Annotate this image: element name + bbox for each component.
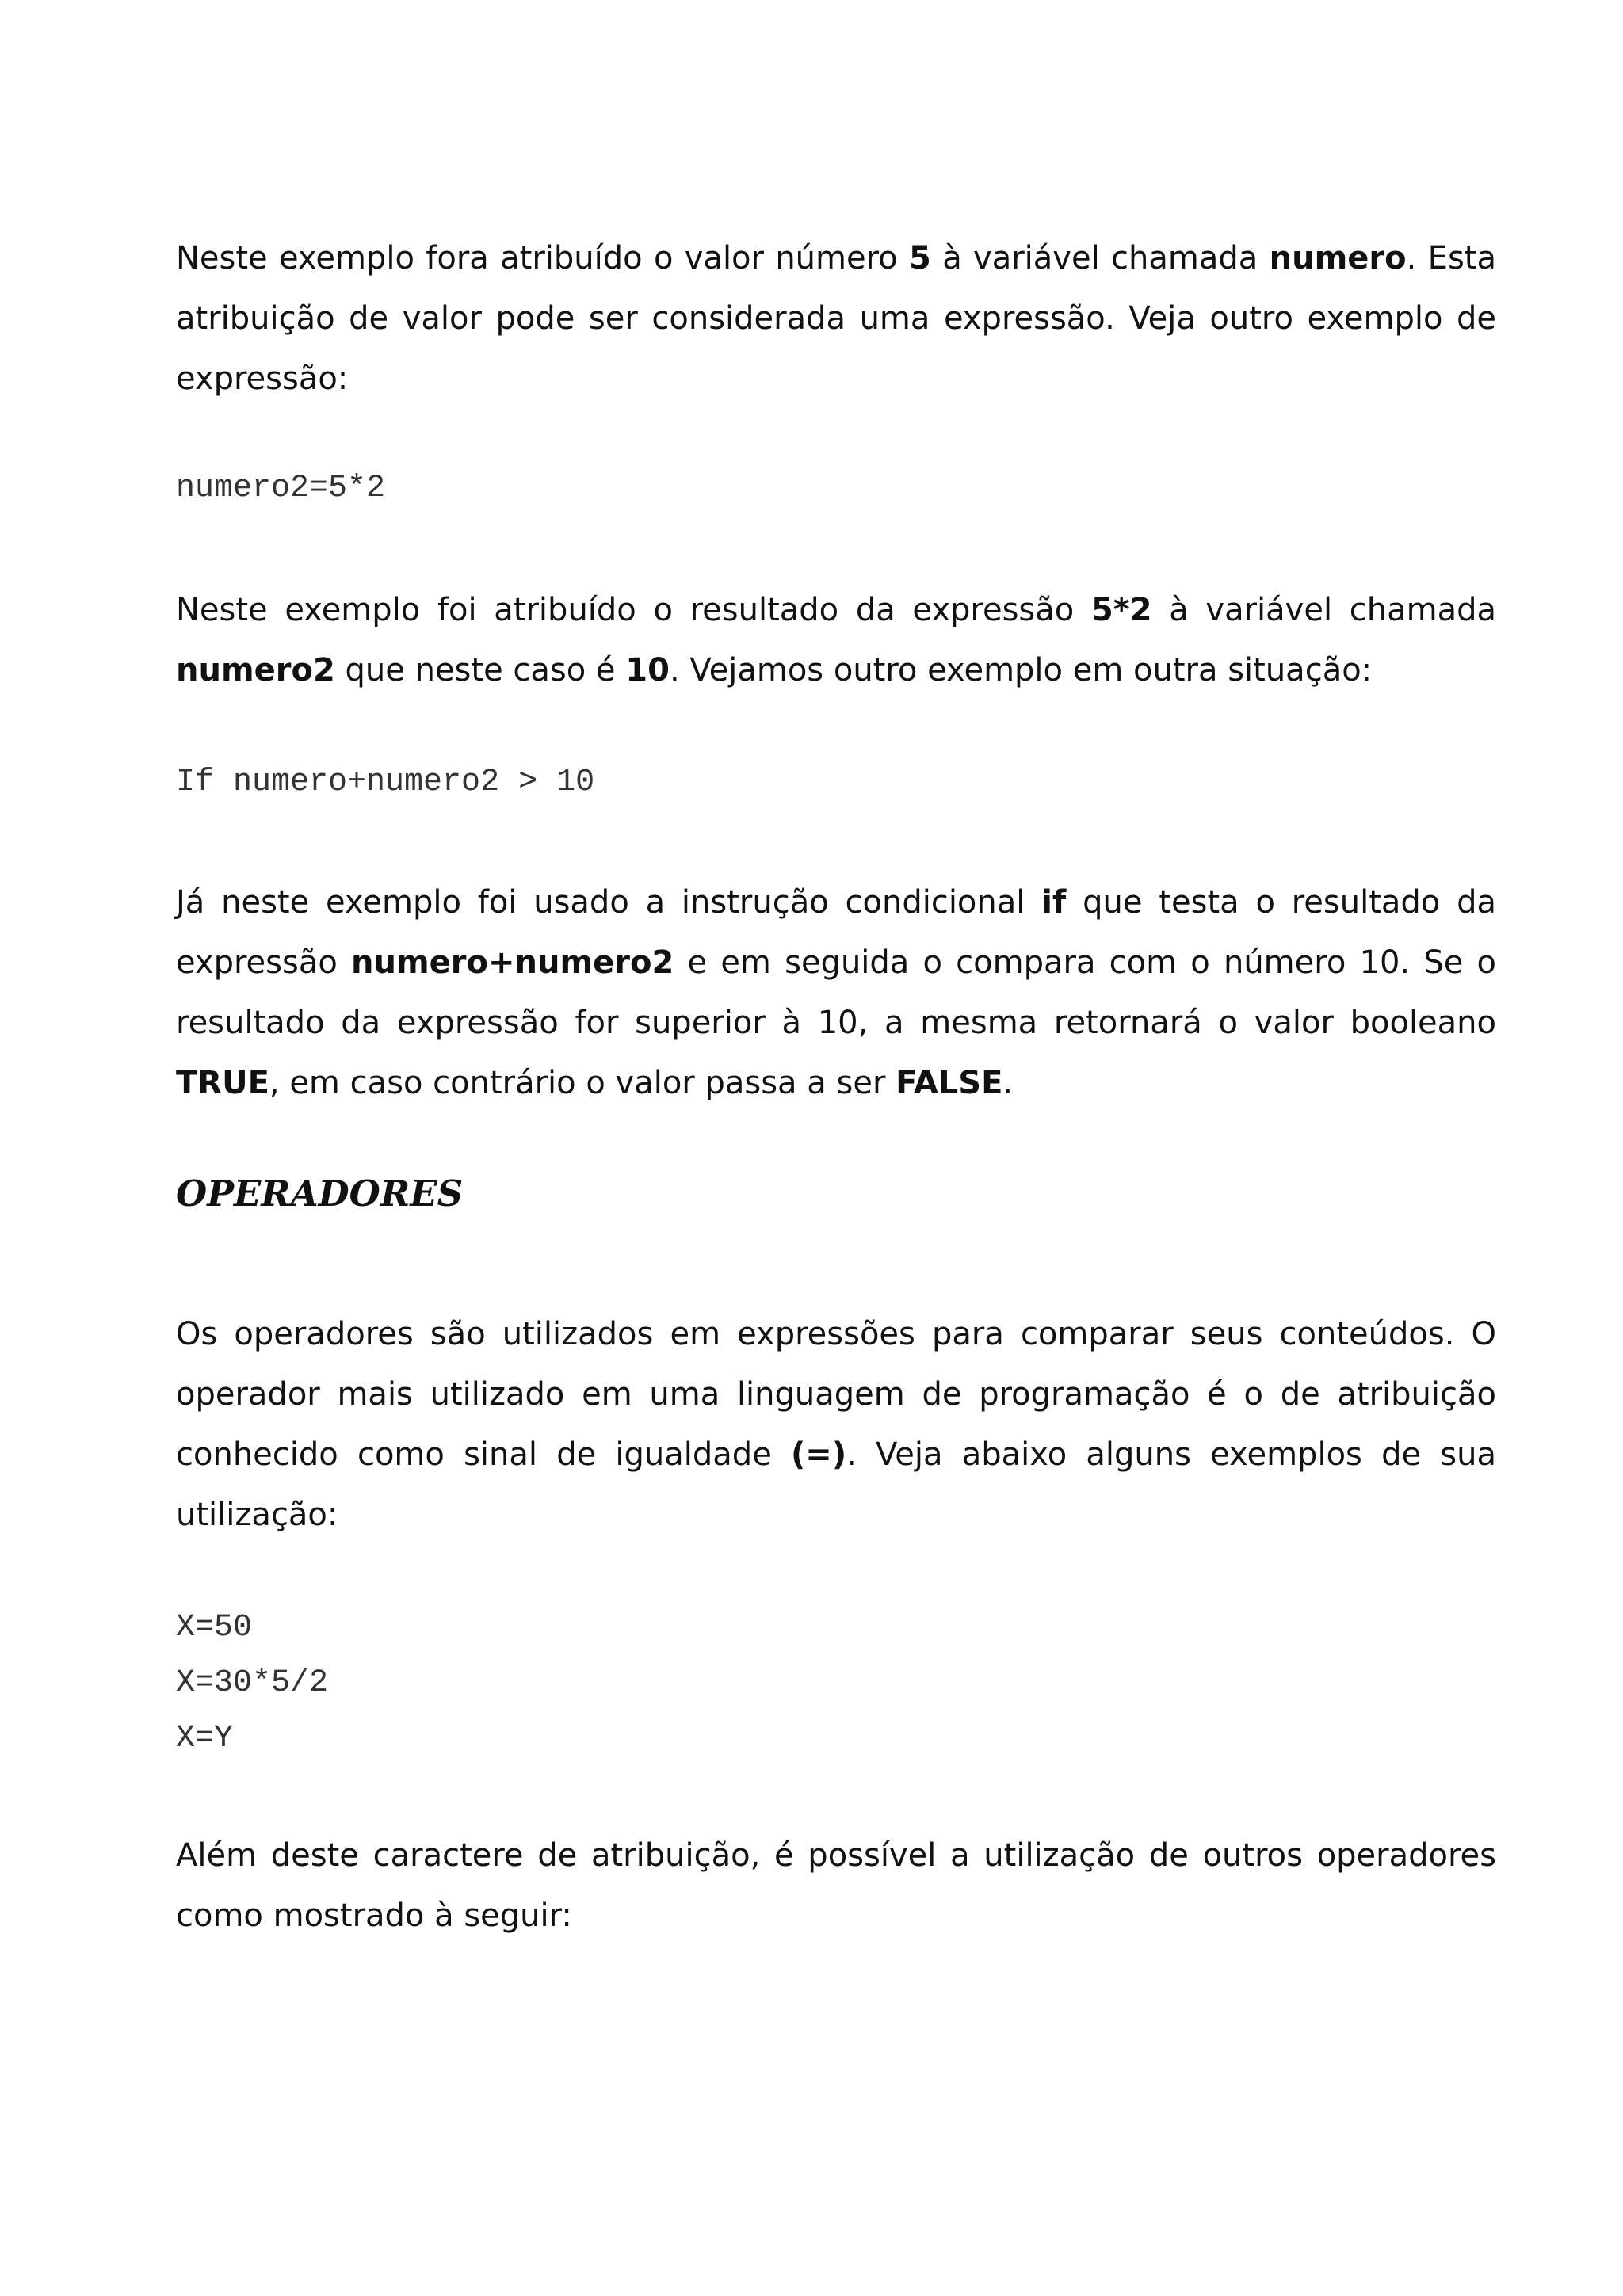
- text-run: à variável chamada: [1151, 592, 1496, 628]
- code-line-1: X=50: [176, 1610, 253, 1646]
- text-run: Já neste exemplo foi usado a instrução condicional: [176, 884, 1042, 921]
- text-run: . Vejamos outro exemplo em outra situação:: [669, 652, 1373, 688]
- text-run: e em seguida o compara com o número 10. Se o resultado da expressão for superior à 10, a mesma retornará o valor booleano: [176, 944, 1496, 1041]
- bold-value-5: 5: [909, 240, 931, 277]
- bold-true: TRUE: [176, 1065, 269, 1101]
- bold-variable-numero: numero: [1269, 240, 1407, 277]
- text-run: Neste exemplo foi atribuído o resultado da expressão: [176, 592, 1091, 628]
- code-line-3: X=Y: [176, 1721, 234, 1756]
- text-run: . Veja abaixo alguns exemplos de sua utilização:: [176, 1436, 1496, 1533]
- paragraph-conditional: [176, 872, 1496, 1113]
- code-example-numero2: numero2=5*2: [176, 471, 386, 506]
- text-run: , em caso contrário o valor passa a ser: [269, 1065, 896, 1101]
- text-run: .: [1002, 1065, 1014, 1101]
- bold-value-10: 10: [625, 652, 670, 688]
- text-run: . Esta atribuição de valor pode ser considerada uma expressão. Veja outro exemplo de expressão:: [176, 240, 1496, 397]
- text-run: Além deste caractere de atribuição, é possível a utilização de outros operadores como mostrado à seguir:: [176, 1837, 1496, 1934]
- text-run: que testa o resultado da expressão: [176, 884, 1496, 981]
- text-run: Neste exemplo fora atribuído o valor número: [176, 240, 909, 277]
- text-run: que neste caso é: [334, 652, 626, 688]
- text-run: Os operadores são utilizados em expressões para comparar seus conteúdos. O operador mais utilizado em uma linguagem de programação é o de atribuição conhecido como sinal de igualdade: [176, 1316, 1496, 1473]
- bold-keyword-if: if: [1041, 884, 1067, 921]
- code-line-2: X=30*5/2: [176, 1665, 329, 1701]
- paragraph-variable-assignment: [176, 228, 1496, 409]
- section-heading: OPERADORES: [176, 1173, 464, 1215]
- bold-equals-sign: (=): [791, 1436, 847, 1473]
- bold-expression: 5*2: [1090, 592, 1152, 628]
- bold-expression-sum: numero+numero2: [351, 944, 674, 981]
- paragraph-expression-result: [176, 580, 1496, 700]
- paragraph-operators-intro: [176, 1304, 1496, 1545]
- text-run: à variável chamada: [930, 240, 1270, 277]
- paragraph-other-operators: [176, 1825, 1496, 1946]
- bold-variable-numero2: numero2: [176, 652, 335, 688]
- code-example-if: If numero+numero2 > 10: [176, 765, 595, 800]
- bold-false: FALSE: [896, 1065, 1003, 1101]
